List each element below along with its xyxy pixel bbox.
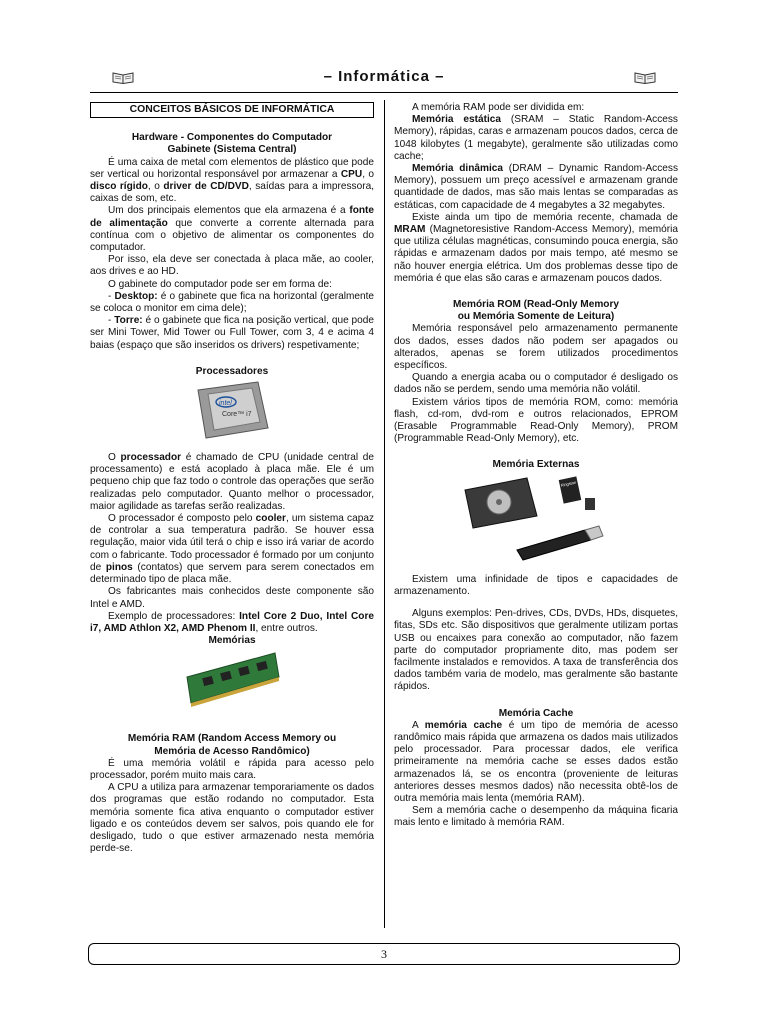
page-header [90, 64, 678, 94]
paragraph: Quando a energia acaba ou o computador é desligado os dados não se perdem, sendo uma memória não volátil. [394, 372, 678, 396]
paragraph: A memória RAM pode ser dividida em: [412, 102, 585, 113]
paragraph: Existem vários tipos de memória ROM, como: memória flash, cd-rom, dvd-rom e outros relacionados, EPROM (Erasable Programmable Read-Only Memory), PROM (Programmable Read-Only Memory), etc. [394, 396, 678, 445]
paragraph: Memória dinâmica (DRAM – Dynamic Random-Access Memory), possuem um preço acessível e armazenam grande quantidade de dados, mas são mais lentas se comparadas as estáticas, com capacidade de 4 megabytes a 32 megabytes. [394, 163, 678, 211]
header-rule [90, 92, 678, 93]
paragraph: Memória estática (SRAM – Static Random-Access Memory), rápidas, caras e armazenam poucos dados, cerca de 1048 kilobytes (1 megabyte), geralmente são utilizadas como cache; [394, 114, 678, 162]
paragraph: - Desktop: é o gabinete que fica na horizontal (geralmente se coloca o monitor em cima dele); [90, 290, 374, 315]
paragraph: Memória responsável pelo armazenamento permanente dos dados, esses dados não podem ser apagados ou alterados, apenas se forem utilizados procedimentos específicos. [394, 323, 678, 372]
sd-card-label: Kingston [560, 479, 577, 488]
paragraph: A CPU a utiliza para armazenar temporariamente os dados dos programas que estão rodando no computador. Esta memória somente fica ativa enquanto o computador estiver ligado e os conteúdos devem ser salvos, pois quando ele for desligado, tudo o que estiver armazenado nesta memória perde-se. [90, 782, 374, 855]
paragraph: Os fabricantes mais conhecidos deste componente são Intel e AMD. [90, 586, 374, 610]
paragraph: - Torre: é o gabinete que fica na posição vertical, que pode ser Mini Tower, Mid Tower ou Full Tower, com 3, 4 e acima 4 baias (espaço que são inseridos os drivers) respetivamente; [90, 315, 375, 351]
paragraph: O processador é chamado de CPU (unidade central de processamento) e está acoplado à placa mãe. Ele é um pequeno chip que faz todo o controle das operações que serão realizadas pelo computador. Quanto melhor o processador, maior agilidade as tarefas serão realizadas. [90, 452, 374, 512]
open-book-icon [634, 70, 656, 84]
ram-module-image [183, 647, 281, 723]
ram-heading: Memória RAM (Random Access Memory ou [127, 733, 337, 745]
right-column [394, 102, 678, 830]
paragraph: Sem a memória cache o desempenho da máquina ficaria mais lento e limitado à memória RAM. [394, 805, 678, 829]
paragraph: Alguns exemplos: Pen-drives, CDs, DVDs, HDs, disquetes, fitas, SDs etc. São dispositivos que geralmente utilizam portas USB ou encaixes para conexão ao computador, não fazem parte do computador propriamente dito, mas podem ser facilmente instalados e removidos. A taxa de transferência dos dados também varia de modelo, mas geralmente são bastante rápidos. [394, 608, 678, 693]
section-title: CONCEITOS BÁSICOS DE INFORMÁTICA [90, 102, 374, 118]
paragraph: A memória cache é um tipo de memória de acesso randômico mais rápida que armazena os dados mais utilizados pelo processador. Para processar dados, ele verifica primeiramente na memória cache se esses dados estão armazenados lá, se os encontra (proveniente de leituras anteriores desses mesmos dados) não necessita obtê-los de outra memória mais lenta (memória RAM). [394, 719, 678, 804]
hardware-heading: Hardware - Componentes do Computador [131, 132, 333, 144]
ram-heading-sub: Memória de Acesso Randômico) [154, 745, 310, 757]
paragraph: É uma caixa de metal com elementos de plástico que pode ser vertical ou horizontal responsável por armazenar a CPU, o disco rígido, o driver de CD/DVD, saídas para a impressora, caixas de som, etc. [90, 156, 374, 205]
memories-heading: Memórias [208, 635, 256, 647]
paragraph: Existem uma infinidade de tipos e capacidades de armazenamento. [394, 573, 678, 597]
header-title: – Informática – [323, 68, 445, 85]
rom-heading-sub: ou Memória Somente de Leitura) [457, 311, 615, 323]
paragraph: O gabinete do computador pode ser em forma de: [108, 278, 332, 290]
paragraph: O processador é composto pelo cooler, um sistema capaz de controlar a sua temperatura padrão. Se houver essa regulação, maior vida útil terá o chip e isso irá variar de acordo com o fabricante. Todo processador é formado por um conjunto de pinos (contatos) que servem para serem conectados em determinado tipo de placa mãe. [90, 513, 374, 586]
page-number: 3 [381, 947, 387, 961]
paragraph: Por isso, ela deve ser conectada à placa mãe, ao cooler, aos drives e ao HD. [90, 254, 374, 278]
paragraph: É uma memória volátil e rápida para acesso pelo processador, porém muito mais cara. [90, 757, 374, 781]
paragraph: Exemplo de processadores: Intel Core 2 Duo, Intel Core i7, AMD Athlon X2, AMD Phenom II, entre outros. [90, 610, 375, 634]
chip-brand-text: intel [219, 400, 232, 408]
column-divider [384, 100, 385, 928]
page-footer [88, 943, 680, 965]
cabinet-heading: Gabinete (Sistema Central) [167, 144, 297, 156]
processors-heading: Processadores [195, 365, 269, 377]
processor-chip-image [192, 378, 272, 442]
paragraph: Existe ainda um tipo de memória recente, chamada de MRAM (Magnetoresistive Random-Access Memory), memória que utiliza células magnéticas, consumindo pouca energia, são rápidas e armazenam dados por mais tempo, até mesmo se não houver energia elétrica. Um dos problemas desse tipo de memória é que elas são caras e armazenam poucos dados. [394, 211, 678, 284]
external-storage-image [461, 472, 611, 564]
rom-heading: Memória ROM (Read-Only Memory [452, 299, 619, 311]
chip-model-text: Core™ i7 [222, 411, 252, 419]
external-memory-heading: Memória Externas [492, 459, 580, 471]
paragraph: Um dos principais elementos que ela armazena é a fonte de alimentação que converte a corrente alternada para contínua com o objetivo de alimentar os componentes do computador. [90, 205, 374, 254]
cache-heading: Memória Cache [498, 707, 574, 719]
left-column [90, 102, 374, 855]
